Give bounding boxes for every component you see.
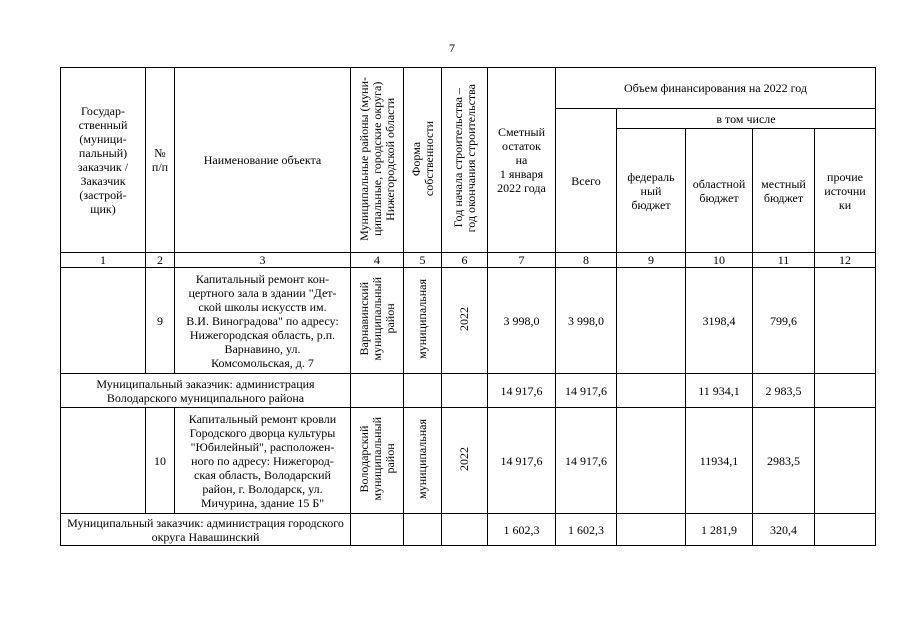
cell-estimate: 1 602,3: [488, 514, 556, 546]
column-number: 1: [61, 253, 146, 268]
cell-estimate: 14 917,6: [488, 374, 556, 408]
cell-district: [351, 268, 404, 374]
cell-customer: [61, 408, 146, 514]
column-number: 3: [175, 253, 351, 268]
header-districts: [351, 68, 404, 253]
column-number: 12: [815, 253, 876, 268]
financing-table: [60, 67, 876, 546]
cell-federal: [617, 268, 686, 374]
header-years-text: Год начала строительства – год окончания строительства: [450, 84, 478, 233]
cell-regional: 3198,4: [686, 268, 753, 374]
cell-year: [442, 408, 488, 514]
cell-other: [815, 268, 876, 374]
cell-ownership: [404, 268, 442, 374]
cell-year: [442, 374, 488, 408]
cell-object-name: Капитальный ремонт кон- цертного зала в здании "Дет- ской школы искусств им. В.И. Виноградова" по адресу: Нижегородская область, р.п. Варнавино, ул. Комсомольская, д. 7: [175, 268, 351, 374]
cell-ownership-text: муниципальная: [415, 419, 429, 499]
cell-year: [442, 268, 488, 374]
cell-total: 3 998,0: [556, 268, 617, 374]
cell-year: [442, 514, 488, 546]
header-regional: областной бюджет: [686, 129, 753, 253]
header-ownership: [404, 68, 442, 253]
cell-federal: [617, 514, 686, 546]
column-number: 11: [753, 253, 815, 268]
summary-row: [61, 374, 876, 408]
cell-object-name: Капитальный ремонт кровли Городского дворца культуры "Юбилейный", расположен- ного по адресу: Нижегород- ская область, Володарский район, г. Володарск, ул. Мичурина, здание 15 Б": [175, 408, 351, 514]
column-number: 6: [442, 253, 488, 268]
summary-label: Муниципальный заказчик: администрация городского округа Навашинский: [61, 514, 351, 546]
header-federal: федераль ный бюджет: [617, 129, 686, 253]
cell-ownership: [404, 514, 442, 546]
cell-ownership: [404, 408, 442, 514]
column-number: 7: [488, 253, 556, 268]
cell-district-text: Варнавинский муниципальный район: [356, 277, 397, 361]
column-number: 8: [556, 253, 617, 268]
summary-label: Муниципальный заказчик: администрация Володарского муниципального района: [61, 374, 351, 408]
column-number: 10: [686, 253, 753, 268]
cell-district-text: Володарский муниципальный район: [356, 417, 397, 501]
cell-regional: 11934,1: [686, 408, 753, 514]
cell-estimate: 3 998,0: [488, 268, 556, 374]
cell-local: 320,4: [753, 514, 815, 546]
cell-regional: 1 281,9: [686, 514, 753, 546]
cell-local: 2 983,5: [753, 374, 815, 408]
cell-total: 14 917,6: [556, 408, 617, 514]
cell-ownership: [404, 374, 442, 408]
table-row: [61, 408, 876, 514]
cell-ownership-text: муниципальная: [415, 279, 429, 359]
header-other: прочие источни ки: [815, 129, 876, 253]
cell-local: 799,6: [753, 268, 815, 374]
header-number: № п/п: [146, 68, 175, 253]
cell-estimate: 14 917,6: [488, 408, 556, 514]
cell-year-text: 2022: [457, 447, 471, 471]
header-funding: Объем финансирования на 2022 год: [556, 68, 876, 109]
cell-total: 1 602,3: [556, 514, 617, 546]
header-estimate: Сметный остаток на 1 января 2022 года: [488, 68, 556, 253]
page-number: 7: [449, 41, 455, 55]
cell-other: [815, 514, 876, 546]
cell-customer: [61, 268, 146, 374]
cell-district: [351, 374, 404, 408]
header-customer: Государ- ственный (муници- пальный) заказчик / Заказчик (застрой- щик): [61, 68, 146, 253]
header-years: [442, 68, 488, 253]
header-object-name: Наименование объекта: [175, 68, 351, 253]
header-including: в том числе: [617, 109, 876, 129]
column-number: 2: [146, 253, 175, 268]
cell-other: [815, 374, 876, 408]
cell-year-text: 2022: [457, 307, 471, 331]
cell-federal: [617, 408, 686, 514]
table-row: [61, 268, 876, 374]
cell-federal: [617, 374, 686, 408]
column-number: 5: [404, 253, 442, 268]
summary-row: [61, 514, 876, 546]
column-number: 4: [351, 253, 404, 268]
cell-other: [815, 408, 876, 514]
header-ownership-text: Форма собственности: [408, 120, 436, 197]
cell-number: 10: [146, 408, 175, 514]
cell-number: 9: [146, 268, 175, 374]
header-districts-text: Муниципальные районы (муни- ципальные, городские округа) Нижегородской области: [356, 76, 397, 241]
cell-district: [351, 514, 404, 546]
cell-total: 14 917,6: [556, 374, 617, 408]
header-local: местный бюджет: [753, 129, 815, 253]
cell-local: 2983,5: [753, 408, 815, 514]
column-number: 9: [617, 253, 686, 268]
cell-regional: 11 934,1: [686, 374, 753, 408]
header-total: Всего: [556, 109, 617, 253]
cell-district: [351, 408, 404, 514]
